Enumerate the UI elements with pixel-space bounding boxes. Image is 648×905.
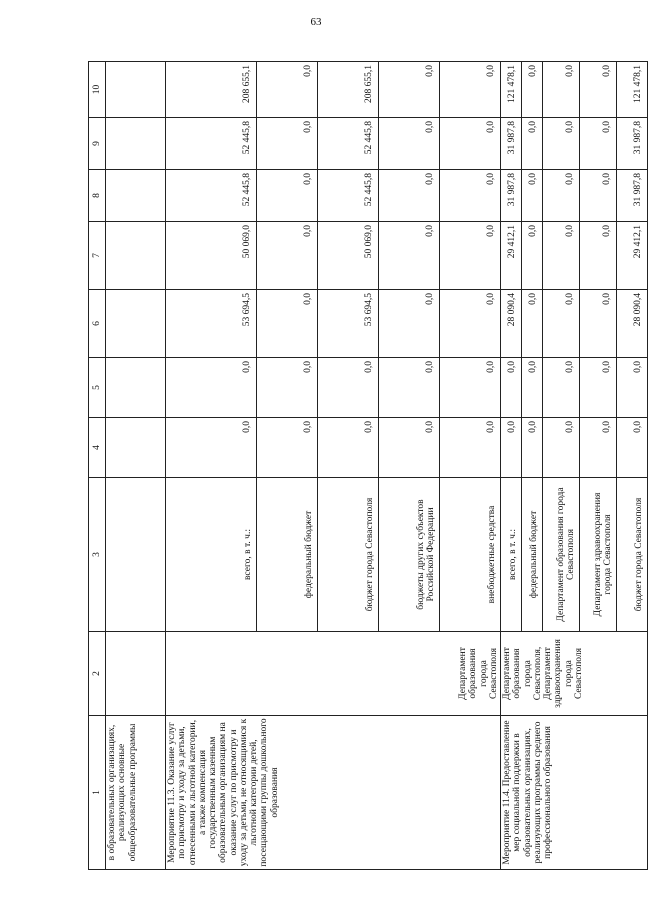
value-cell: 0,0 (580, 222, 617, 290)
value-cell: 0,0 (580, 62, 617, 118)
value-cell: 0,0 (440, 290, 501, 358)
value-cell: 50 069,0 (318, 222, 379, 290)
value-cell: 31 987,8 (617, 170, 648, 222)
value-cell: 28 090,4 (617, 290, 648, 358)
empty-cell (106, 290, 166, 358)
value-cell: 0,0 (543, 62, 580, 118)
value-cell: 0,0 (379, 358, 440, 418)
empty-cell (106, 62, 166, 118)
table-row (166, 62, 257, 870)
value-cell: 50 069,0 (166, 222, 257, 290)
value-cell: 0,0 (580, 170, 617, 222)
value-cell: 0,0 (501, 358, 522, 418)
value-cell: 0,0 (440, 170, 501, 222)
source-label: бюджет города Севастополя (617, 478, 648, 632)
value-cell: 53 694,5 (166, 290, 257, 358)
source-label: всего, в т. ч.: (166, 478, 257, 632)
value-cell: 0,0 (522, 62, 543, 118)
value-cell: 0,0 (522, 222, 543, 290)
value-cell: 0,0 (543, 118, 580, 170)
responsible-executor: Департамент образования города Севастополя, Департамент здравоохранения города Севастополя (501, 632, 648, 716)
page-number: 63 (310, 16, 322, 28)
value-cell: 0,0 (257, 118, 318, 170)
column-header: 2 (89, 632, 106, 716)
column-header: 6 (89, 290, 106, 358)
value-cell: 0,0 (166, 418, 257, 478)
value-cell: 0,0 (379, 62, 440, 118)
value-cell: 0,0 (379, 290, 440, 358)
column-header: 3 (89, 478, 106, 632)
source-label: внебюджетные средства (440, 478, 501, 632)
value-cell: 0,0 (257, 222, 318, 290)
rotated-table-area (88, 62, 644, 870)
table-row (501, 62, 522, 870)
source-label: федеральный бюджет (257, 478, 318, 632)
value-cell: 52 445,8 (166, 118, 257, 170)
header-row (89, 62, 106, 870)
measure-11-4-title: Мероприятие 11.4. Предоставление мер социальной поддержки в образовательных организациях, реализующих программы среднего профессионального образования (501, 716, 648, 870)
column-header: 8 (89, 170, 106, 222)
column-header: 7 (89, 222, 106, 290)
value-cell: 0,0 (580, 290, 617, 358)
value-cell: 0,0 (580, 418, 617, 478)
source-label: бюджеты других субъектов Российской Федерации (379, 478, 440, 632)
value-cell: 0,0 (543, 358, 580, 418)
value-cell: 0,0 (318, 418, 379, 478)
value-cell: 0,0 (379, 170, 440, 222)
column-header: 4 (89, 418, 106, 478)
value-cell: 0,0 (257, 290, 318, 358)
value-cell: 28 090,4 (501, 290, 522, 358)
budget-table (88, 61, 648, 870)
column-header: 5 (89, 358, 106, 418)
value-cell: 0,0 (543, 222, 580, 290)
value-cell: 31 987,8 (501, 118, 522, 170)
value-cell: 0,0 (257, 418, 318, 478)
value-cell: 121 478,1 (501, 62, 522, 118)
value-cell: 0,0 (543, 418, 580, 478)
value-cell: 0,0 (257, 358, 318, 418)
value-cell: 0,0 (379, 418, 440, 478)
value-cell: 121 478,1 (617, 62, 648, 118)
value-cell: 0,0 (580, 358, 617, 418)
value-cell: 0,0 (522, 358, 543, 418)
empty-cell (106, 222, 166, 290)
value-cell: 0,0 (257, 62, 318, 118)
empty-cell (106, 632, 166, 716)
column-header: 10 (89, 62, 106, 118)
column-header: 1 (89, 716, 106, 870)
value-cell: 208 655,1 (318, 62, 379, 118)
value-cell: 0,0 (440, 418, 501, 478)
value-cell: 0,0 (440, 118, 501, 170)
value-cell: 0,0 (617, 418, 648, 478)
source-label: Департамент образования города Севастополя (543, 478, 580, 632)
empty-cell (106, 358, 166, 418)
value-cell: 0,0 (379, 118, 440, 170)
value-cell: 0,0 (440, 358, 501, 418)
value-cell: 0,0 (440, 62, 501, 118)
measure-11-3-title: Мероприятие 11.3. Оказание услуг по присмотру и уходу за детьми, отнесенными к льготной категории, а также компенсация государственным казенным образовательным организациям на оказание услуг по присмотру и уходу за детьми, не относящимися к льготной категории детей, посещающими группы дошкольного образования (166, 716, 501, 870)
empty-cell (106, 118, 166, 170)
value-cell: 0,0 (522, 290, 543, 358)
value-cell: 0,0 (257, 170, 318, 222)
value-cell: 31 987,8 (501, 170, 522, 222)
source-label: Департамент здравоохранения города Севастополя (580, 478, 617, 632)
value-cell: 0,0 (543, 170, 580, 222)
column-header: 9 (89, 118, 106, 170)
empty-cell (106, 170, 166, 222)
value-cell: 0,0 (318, 358, 379, 418)
responsible-executor: Департамент образования города Севастополя (166, 632, 501, 716)
value-cell: 0,0 (522, 418, 543, 478)
value-cell: 0,0 (522, 170, 543, 222)
value-cell: 0,0 (379, 222, 440, 290)
value-cell: 31 987,8 (617, 118, 648, 170)
value-cell: 29 412,1 (501, 222, 522, 290)
value-cell: 0,0 (501, 418, 522, 478)
value-cell: 0,0 (543, 290, 580, 358)
value-cell: 52 445,8 (318, 118, 379, 170)
value-cell: 53 694,5 (318, 290, 379, 358)
source-label: федеральный бюджет (522, 478, 543, 632)
empty-cell (106, 418, 166, 478)
source-label: бюджет города Севастополя (318, 478, 379, 632)
value-cell: 0,0 (440, 222, 501, 290)
table-row (106, 62, 166, 870)
value-cell: 0,0 (522, 118, 543, 170)
value-cell: 0,0 (617, 358, 648, 418)
empty-cell (106, 478, 166, 632)
value-cell: 52 445,8 (166, 170, 257, 222)
value-cell: 0,0 (166, 358, 257, 418)
value-cell: 52 445,8 (318, 170, 379, 222)
value-cell: 208 655,1 (166, 62, 257, 118)
value-cell: 29 412,1 (617, 222, 648, 290)
continuation-text: в образовательных организациях, реализующих основные общеобразовательные программы (106, 716, 166, 870)
source-label: всего, в т. ч.: (501, 478, 522, 632)
value-cell: 0,0 (580, 118, 617, 170)
